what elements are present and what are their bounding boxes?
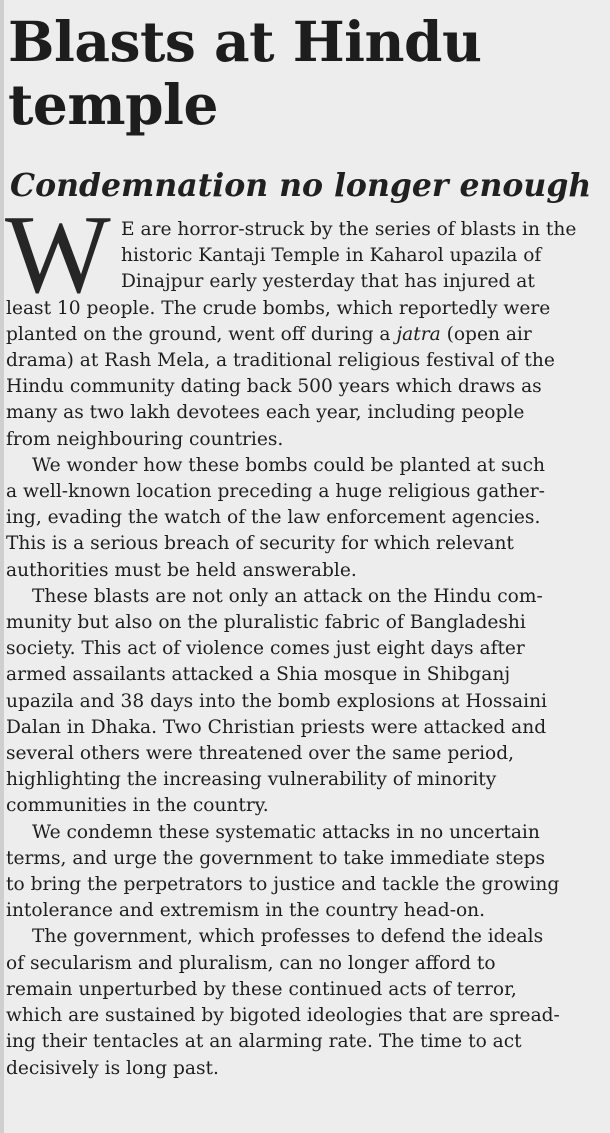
body-line: several others were threatened over the same period, xyxy=(6,743,515,765)
dropcap-letter: W xyxy=(5,193,111,317)
body-line: intolerance and extremism in the country head-on. xyxy=(6,900,486,922)
body-line: society. This act of violence comes just eight days after xyxy=(6,638,525,660)
body-line: decisively is long past. xyxy=(6,1057,219,1079)
body-line: armed assailants attacked a Shia mosque in Shibganj xyxy=(6,664,511,686)
body-line: munity but also on the pluralistic fabric of Bangladeshi xyxy=(6,612,526,634)
body-line: remain unperturbed by these continued acts of terror, xyxy=(6,978,517,1000)
body-line: drama) at Rash Mela, a traditional religious festival of the xyxy=(6,350,555,372)
body-line: ing, evading the watch of the law enforcement agencies. xyxy=(6,507,541,529)
body-line: terms, and urge the government to take immediate steps xyxy=(6,847,546,869)
body-line: The government, which professes to defend the ideals xyxy=(32,926,544,948)
body-text-run: (open air xyxy=(440,323,532,345)
body-line xyxy=(6,322,606,348)
body-text-run: planted on the ground, went off during a xyxy=(6,323,397,345)
column-rule xyxy=(0,0,4,1133)
body-line: We condemn these systematic attacks in no uncertain xyxy=(32,821,540,843)
body-line: Dinajpur early yesterday that has injured at xyxy=(121,271,535,293)
body-line: highlighting the increasing vulnerability of minority xyxy=(6,769,497,791)
body-line: authorities must be held answerable. xyxy=(6,559,357,581)
body-line: of secularism and pluralism, can no longer afford to xyxy=(6,952,496,974)
subheadline: Condemnation no longer enough xyxy=(10,167,592,204)
body-line: ing their tentacles at an alarming rate. The time to act xyxy=(6,1031,522,1053)
body-line: from neighbouring countries. xyxy=(6,428,284,450)
body-line: a well-known location preceding a huge religious gather- xyxy=(6,481,545,503)
body-line: We wonder how these bombs could be planted at such xyxy=(32,454,546,476)
body-line: communities in the country. xyxy=(6,795,269,817)
body-line: to bring the perpetrators to justice and tackle the growing xyxy=(6,874,560,896)
headline-line: Blasts at Hindu xyxy=(8,9,482,74)
italic-term: jatra xyxy=(396,323,441,345)
headline xyxy=(8,10,608,136)
body-line: Dalan in Dhaka. Two Christian priests were attacked and xyxy=(6,716,547,738)
headline-line: temple xyxy=(8,72,218,137)
body-line: historic Kantaji Temple in Kaharol upazila of xyxy=(121,245,542,267)
body-line: These blasts are not only an attack on the Hindu com- xyxy=(32,585,543,607)
body-line: Hindu community dating back 500 years which draws as xyxy=(6,376,542,398)
body-line: This is a serious breach of security for which relevant xyxy=(6,533,514,555)
body-line: which are sustained by bigoted ideologies that are spread- xyxy=(6,1005,560,1027)
body-line: least 10 people. The crude bombs, which reportedly were xyxy=(6,297,551,319)
article-body xyxy=(6,217,606,1082)
body-line: many as two lakh devotees each year, including people xyxy=(6,402,525,424)
body-line: E are horror-struck by the series of blasts in the xyxy=(121,219,577,240)
body-line: upazila and 38 days into the bomb explosions at Hossaini xyxy=(6,690,547,712)
